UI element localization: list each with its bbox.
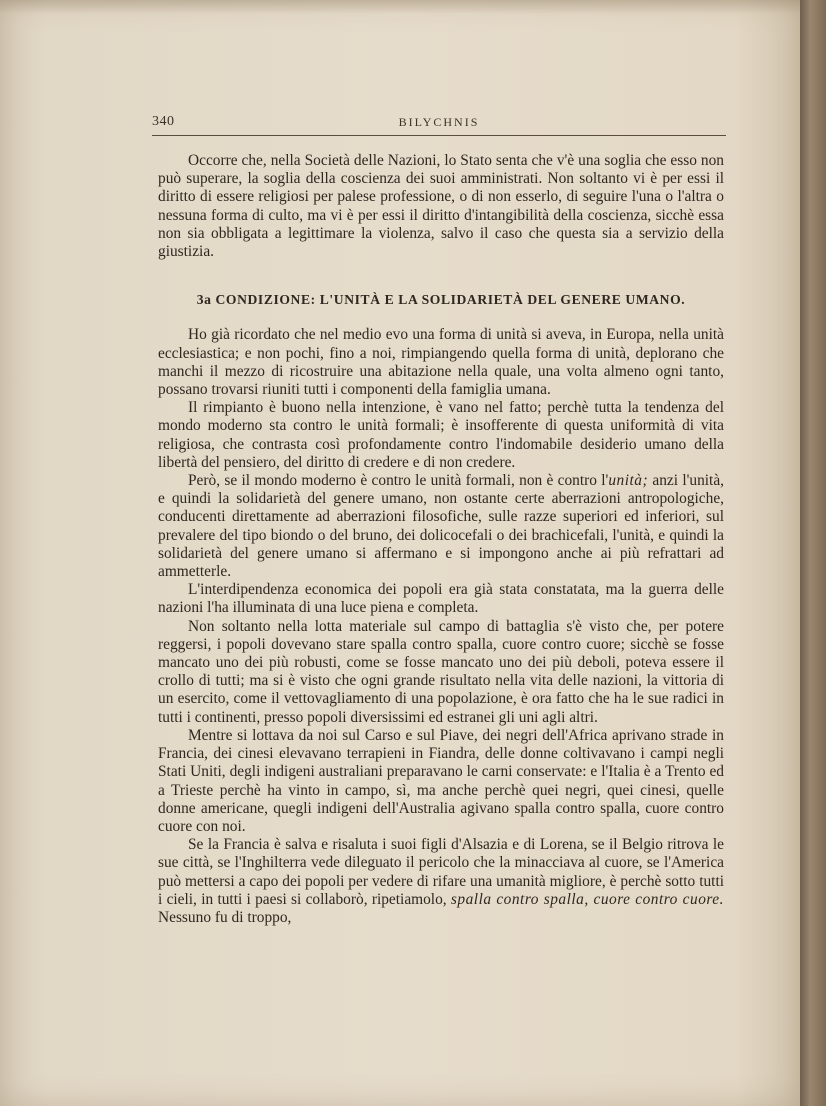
italic-text: unità; [608, 472, 649, 490]
paragraph: Mentre si lottava da noi sul Carso e sul Piave, dei negri dell'Africa aprivano strade in Francia, dei cinesi elevavano terrapieni in Fiandra, delle donne coltivavano i campi negli Stati Uniti, degli indigeni australiani preparavano le carni conservate: e l'Italia è a Trento ed a Trieste perchè ha vinto in campo, sì, ma anche perchè quei negri, quei cinesi, quelle donne americane, quegli indigeni dell'Australia agivano spalla contro spalla, cuore contro cuore con noi. [158, 726, 724, 835]
running-head: BILYCHNIS [398, 115, 480, 129]
page-number: 340 [152, 114, 175, 129]
page-stain [0, 0, 800, 14]
page-header [152, 112, 726, 136]
paragraph: Il rimpianto è buono nella intenzione, è vano nel fatto; perchè tutta la tendenza del mondo moderno sta contro le unità formali; è insofferente di questa uniformità di vita religiosa, che contrasta così profondamente contro l'indomabile desiderio umano della libertà del pensiero, del diritto di credere e di non credere. [158, 399, 724, 471]
text-run: Se la Francia è salva e risaluta i suoi figli d'Alsazia e di Lorena, se il Belgio ritrova le sue città, se l'Inghilterra vede dileguato il pericolo che la minacciava al cuore, se l'America può mettersi a capo dei popoli per vedere di rifare una umanità migliore, è perchè sotto tutti i cieli, in tutti i paesi si collaborò, ripetiamolo, [158, 836, 724, 908]
section-heading: 3a CONDIZIONE: L'UNITÀ E LA SOLIDARIETÀ DEL GENERE UMANO. [196, 292, 686, 308]
text-run: anzi l'unità, e quindi la solidarietà del genere umano, non ostante certe aberrazioni antropologiche, conducenti direttamente ad aberrazioni filosofiche, sulle razze superiori ed inferiori, sul prevalere del tipo biondo o del bruno, dei dolicocefali o dei brachicefali, l'unità, e quindi la solidarietà del genere umano si affermano e si impongono anche ai più refrattari ad ammetterle. [158, 472, 725, 581]
header-rule [152, 135, 726, 136]
body-text [158, 152, 724, 927]
paragraph [158, 472, 724, 581]
paragraph: L'interdipendenza economica dei popoli era già stata constatata, ma la guerra delle nazioni l'ha illuminata di una luce piena e completa. [158, 581, 724, 617]
text-run: Nessuno fu di troppo, [158, 908, 292, 926]
italic-text: spalla contro spalla, cuore contro cuore. [450, 890, 724, 908]
paragraph [158, 836, 724, 927]
paragraph: Ho già ricordato che nel medio evo una forma di unità si aveva, in Europa, nella unità ecclesiastica; e non pochi, fino a noi, rimpiangendo quella forma di unità, deplorano che manchi il mezzo di ricostruire una abitazione nella quale, una volta almeno ogni tanto, possano trovarsi riuniti tutti i componenti della famiglia umana. [158, 326, 724, 399]
paragraph: Occorre che, nella Società delle Nazioni, lo Stato senta che v'è una soglia che esso non può superare, la soglia della coscienza dei suoi amministrati. Non soltanto vi è per essi il diritto di essere religiosi per palese professione, o di non esserlo, di seguire l'una o l'altra o nessuna forma di culto, ma vi è per essi il diritto d'intangibilità della coscienza, sicchè essa non sia obbligata a legittimare la violenza, salvo il caso che questa sia a servizio della giustizia. [158, 152, 724, 261]
book-edge [800, 0, 826, 1106]
text-run: Però, se il mondo moderno è contro le unità formali, non è contro l' [188, 472, 609, 490]
paragraph: Non soltanto nella lotta materiale sul campo di battaglia s'è visto che, per potere reggersi, i popoli dovevano stare spalla contro spalla, cuore contro cuore; sicchè se fosse mancato uno dei più robusti, come se fosse mancato uno dei più deboli, poteva essere il crollo di tutti; ma si è visto che ogni grande risultato nella vita delle nazioni, la vittoria di un esercito, come il vettovagliamento di una popolazione, è ora fatto che ha le sue radici in tutti i continenti, presso popoli diversissimi ed estranei gli uni agli altri. [158, 617, 724, 726]
